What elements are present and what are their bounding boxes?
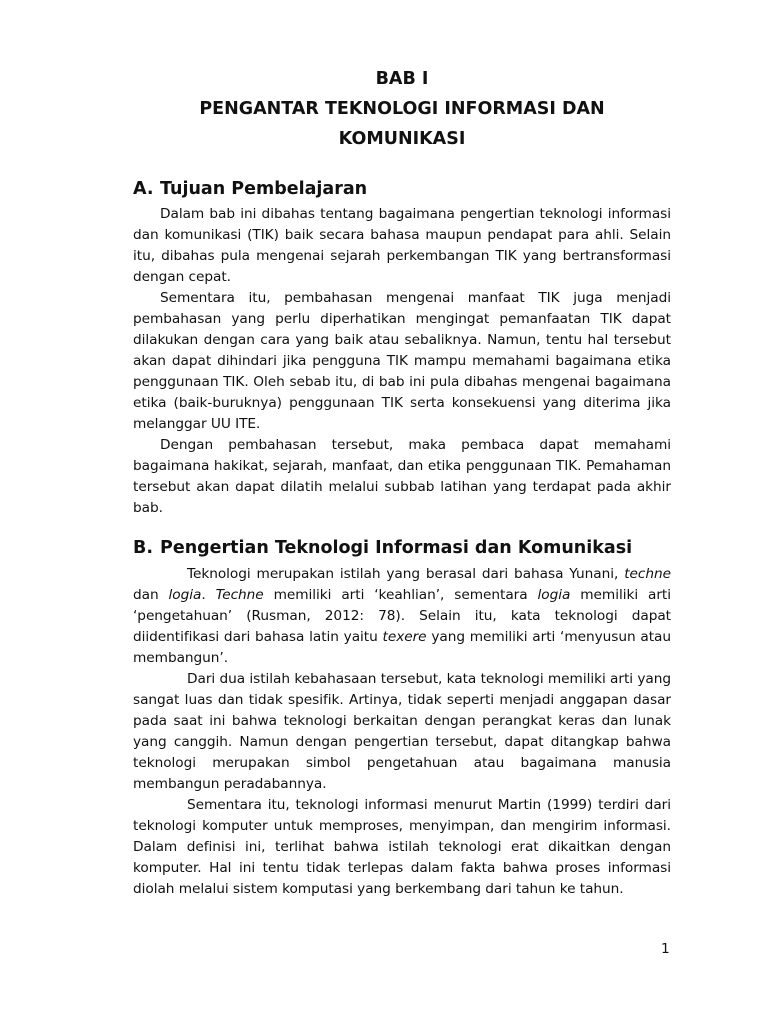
section-a-title: Tujuan Pembelajaran xyxy=(160,179,368,199)
page-number: 1 xyxy=(661,941,670,957)
section-b-body xyxy=(133,564,671,900)
p1-text-4: memiliki arti ‘keahlian’, sementara xyxy=(263,587,538,603)
chapter-title xyxy=(133,64,671,154)
term-logia-2: logia xyxy=(537,587,571,603)
chapter-number: BAB I xyxy=(375,69,429,89)
chapter-title-line-2: KOMUNIKASI xyxy=(338,129,466,149)
section-a-paragraph-3: Dengan pembahasan tersebut, maka pembaca dapat memahami bagaimana hakikat, sejarah, manfaat, dan etika penggunaan TIK. Pemahaman tersebut akan dapat dilatih melalui subbab latihan yang terdapat pada akhir bab. xyxy=(133,437,671,516)
p1-text-5: memiliki arti ‘pengetahuan’ (Rusman, 2012: 78). Selain itu, kata teknologi dapat diidentifikasi dari bahasa latin yaitu xyxy=(133,587,671,645)
p1-text-6: yang memiliki arti ‘menyusun atau membangun’. xyxy=(133,629,672,666)
section-b-paragraph-2: Dari dua istilah kebahasaan tersebut, kata teknologi memiliki arti yang sangat luas dan tidak spesifik. Artinya, tidak seperti menjadi anggapan dasar pada saat ini bahwa teknologi berkaitan dengan perangkat keras dan lunak yang canggih. Namun dengan pengertian tersebut, dapat ditangkap bahwa teknologi merupakan simbol pengetahuan atau bagaimana manusia membangun peradabannya. xyxy=(133,671,671,792)
section-b-heading xyxy=(133,536,671,560)
term-techne-2: Techne xyxy=(215,587,264,603)
p1-text-2: dan xyxy=(133,587,169,603)
section-a-letter: A. xyxy=(133,179,154,199)
section-b-title: Pengertian Teknologi Informasi dan Komunikasi xyxy=(160,538,633,558)
chapter-title-line-1: PENGANTAR TEKNOLOGI INFORMASI DAN xyxy=(199,99,605,119)
document-page xyxy=(133,64,671,900)
section-a-paragraph-1: Dalam bab ini dibahas tentang bagaimana pengertian teknologi informasi dan komunikasi (TIK) baik secara bahasa maupun pendapat para ahli. Selain itu, dibahas pula mengenai sejarah perkembangan TIK yang bertransformasi dengan cepat. xyxy=(133,206,671,285)
p1-text-1: Teknologi merupakan istilah yang berasal dari bahasa Yunani, xyxy=(187,566,625,582)
section-b-paragraph-3: Sementara itu, teknologi informasi menurut Martin (1999) terdiri dari teknologi komputer untuk memproses, menyimpan, dan mengirim informasi. Dalam definisi ini, terlihat bahwa istilah teknologi erat dikaitkan dengan komputer. Hal ini tentu tidak terlepas dalam fakta bahwa proses informasi diolah melalui sistem komputasi yang berkembang dari tahun ke tahun. xyxy=(133,797,671,897)
section-b-letter: B. xyxy=(133,538,153,558)
term-techne: techne xyxy=(624,566,671,582)
section-a-heading xyxy=(133,177,671,201)
p1-text-3: . xyxy=(201,587,216,603)
term-logia: logia xyxy=(168,587,202,603)
term-texere: texere xyxy=(382,629,427,645)
section-a-body xyxy=(133,204,671,519)
section-b-paragraph-1 xyxy=(133,564,671,669)
section-a-paragraph-2: Sementara itu, pembahasan mengenai manfaat TIK juga menjadi pembahasan yang perlu diperhatikan mengingat pemanfaatan TIK dapat dilakukan dengan cara yang baik atau sebaliknya. Namun, tentu hal tersebut akan dapat dihindari jika pengguna TIK mampu memahami bagaimana etika penggunaan TIK. Oleh sebab itu, di bab ini pula dibahas mengenai bagaimana etika (baik-buruknya) penggunaan TIK serta konsekuensi yang diterima jika melanggar UU ITE. xyxy=(133,290,671,432)
